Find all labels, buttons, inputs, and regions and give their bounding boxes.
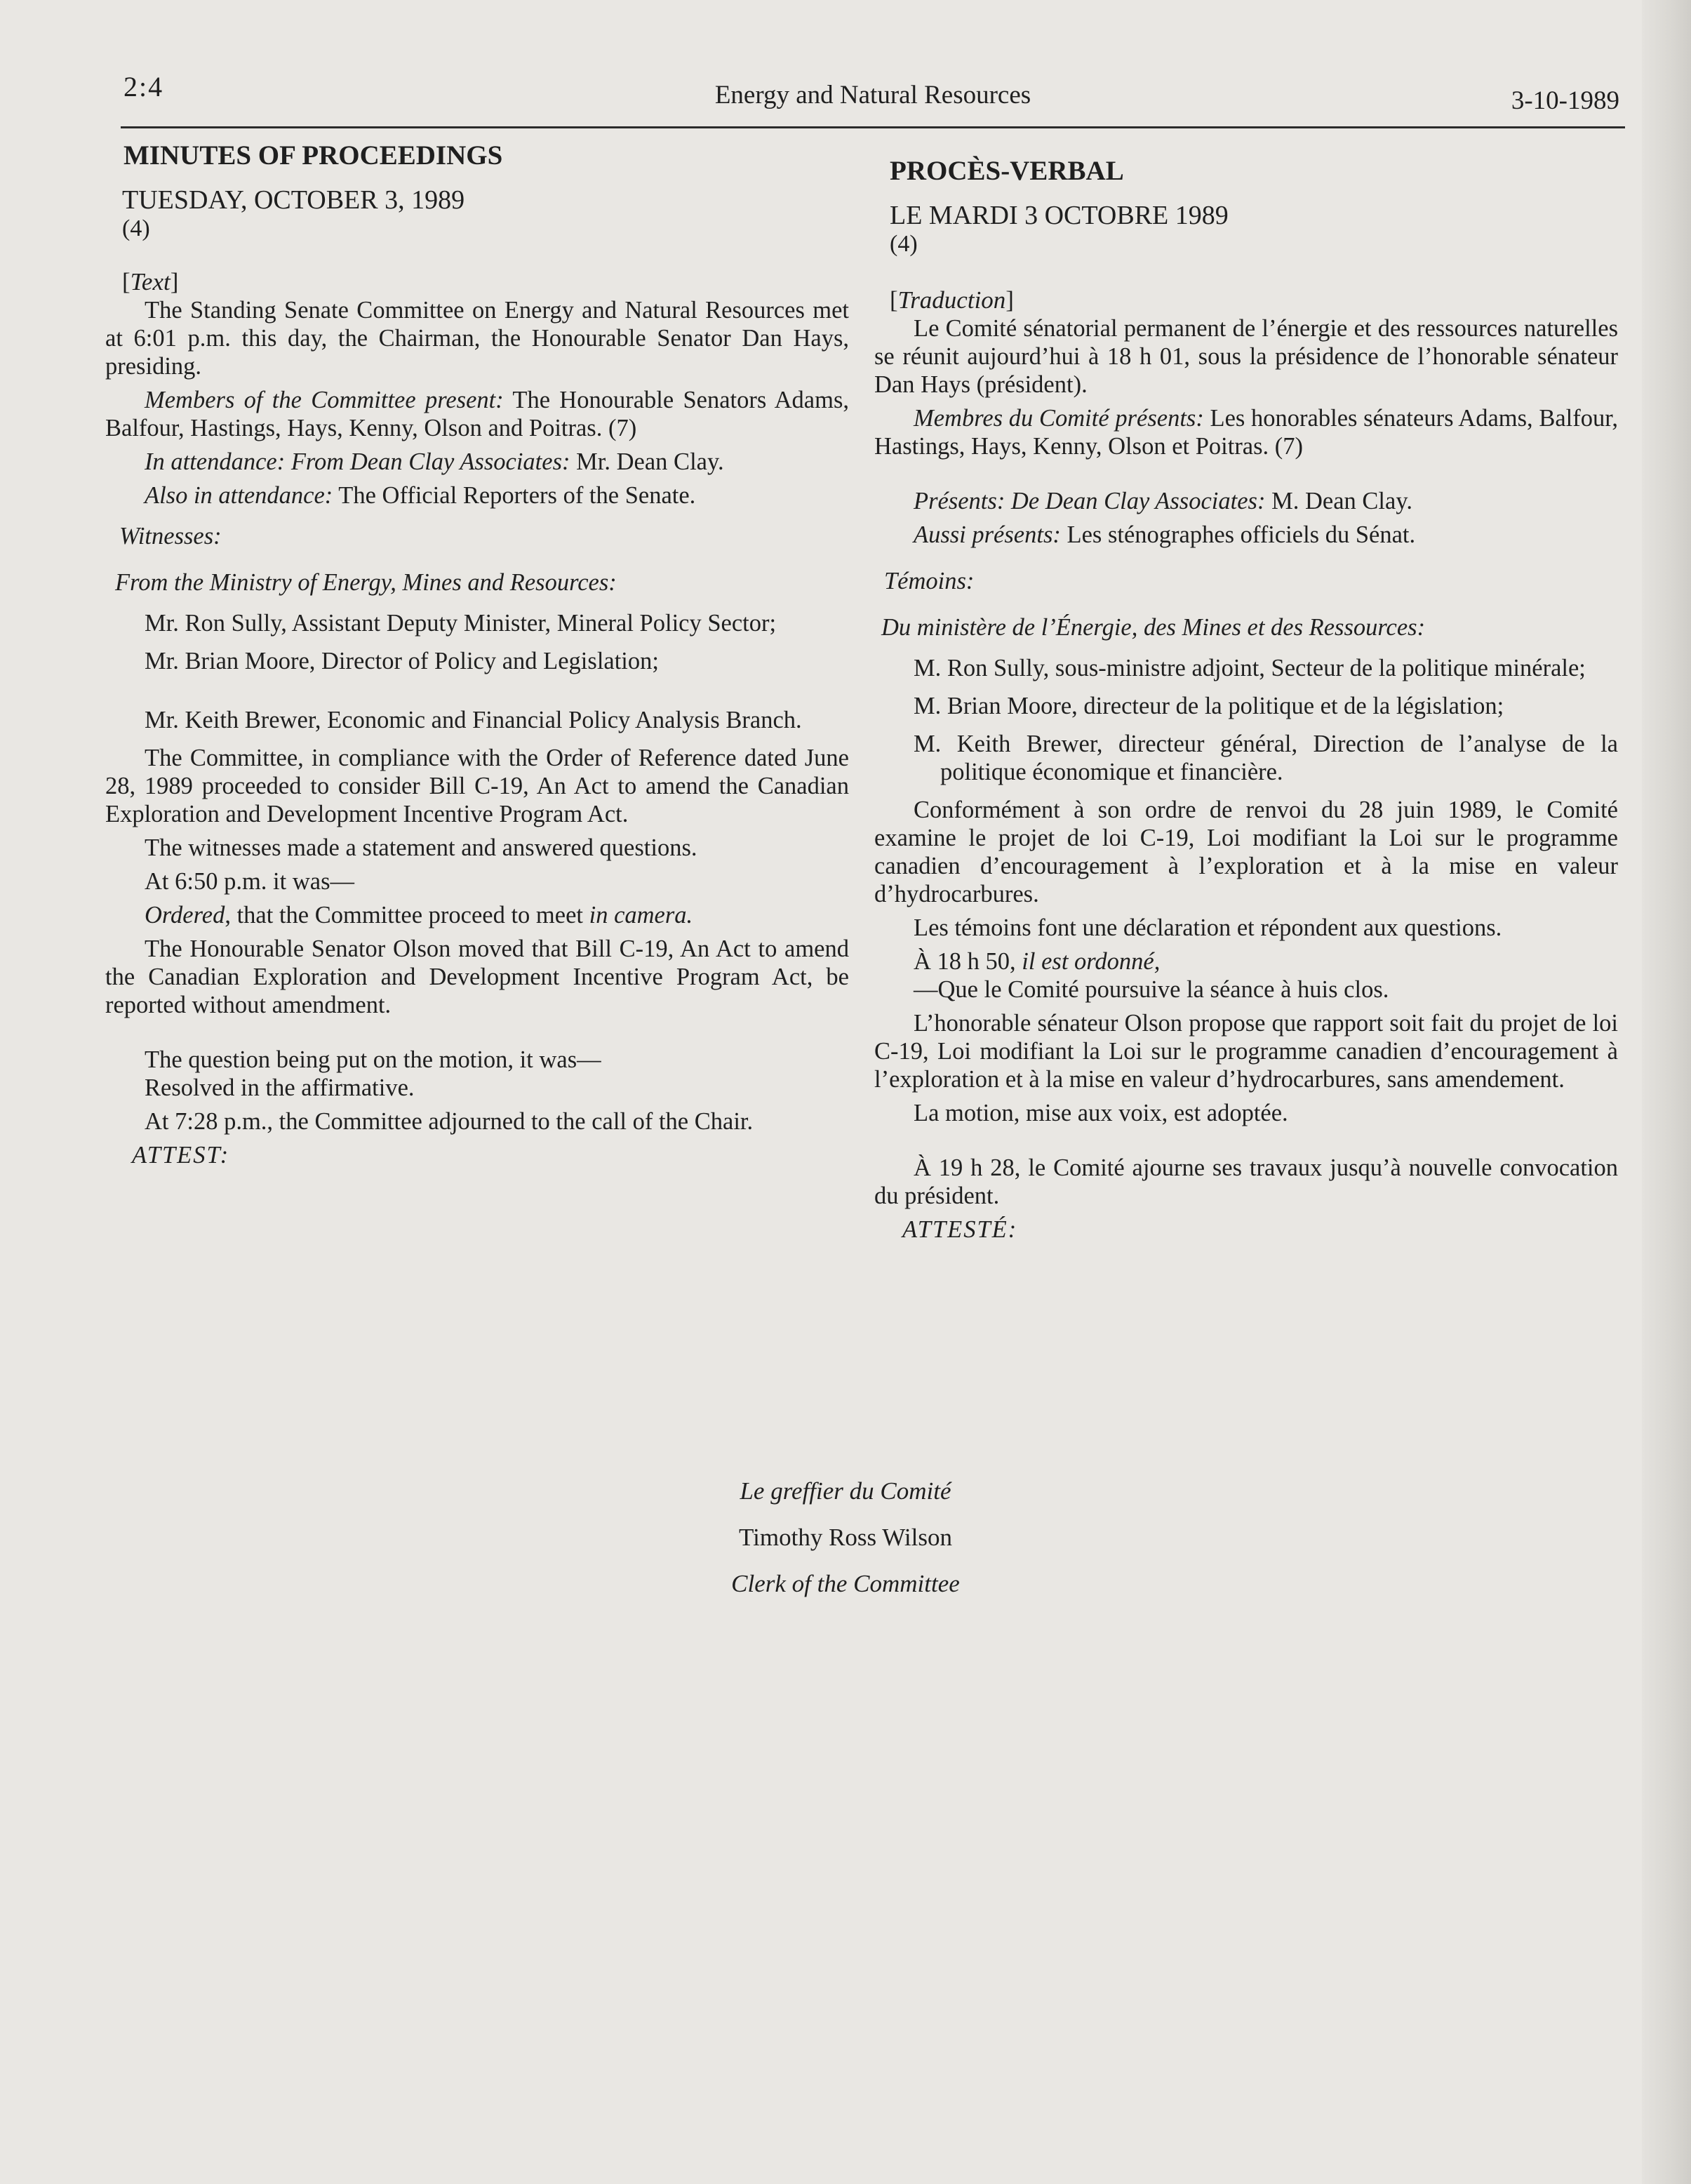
witnesses-label: Témoins: xyxy=(884,568,975,594)
witness-item: Mr. Brian Moore, Director of Policy and Legislation; xyxy=(145,648,659,674)
meeting-date: LE MARDI 3 OCTOBRE 1989 xyxy=(890,201,1229,230)
statement-paragraph: Les témoins font une déclaration et répondent aux questions. xyxy=(914,914,1502,941)
page-header xyxy=(121,70,1625,128)
text-marker: [Text] xyxy=(122,268,179,295)
ordered-paragraph: —Que le Comité poursuive la séance à huis clos. xyxy=(914,976,1389,1003)
time-paragraph: At 6:50 p.m. it was— xyxy=(145,868,354,895)
adopted-paragraph: La motion, mise aux voix, est adoptée. xyxy=(914,1100,1288,1126)
question-paragraph: The question being put on the motion, it was— xyxy=(145,1046,601,1073)
ordered-paragraph: Ordered, that the Committee proceed to meet in camera. xyxy=(145,902,693,928)
clerk-title-en: Clerk of the Committee xyxy=(731,1570,960,1597)
clerk-title-fr: Le greffier du Comité xyxy=(740,1477,951,1505)
opening-paragraph: The Standing Senate Committee on Energy and Natural Resources met at 6:01 p.m. this day, the Chairman, the Honourable Senator Dan Hays, presiding. xyxy=(105,297,849,380)
signature-block xyxy=(0,1468,1691,1607)
motion-paragraph: The Honourable Senator Olson moved that Bill C-19, An Act to amend the Canadian Exploration and Development Incentive Program Act, be reported without amendment. xyxy=(105,935,849,1018)
in-attendance: Présents: De Dean Clay Associates: M. Dean Clay. xyxy=(914,488,1412,514)
motion-paragraph: L’honorable sénateur Olson propose que rapport soit fait du projet de loi C-19, Loi modifiant la Loi sur le programme canadien d’encouragement à l’exploration et à la mise en valeur d’hydrocarbures, sans amendement. xyxy=(874,1010,1618,1093)
members-present: Membres du Comité présents: Les honorables sénateurs Adams, Balfour, Hastings, Hays, Kenny, Olson et Poitras. (7) xyxy=(874,405,1618,460)
ministry-label: Du ministère de l’Énergie, des Mines et des Ressources: xyxy=(881,614,1426,641)
translation-marker: [Traduction] xyxy=(890,286,1014,314)
witness-item: Mr. Ron Sully, Assistant Deputy Minister, Mineral Policy Sector; xyxy=(145,610,777,637)
meeting-date: TUESDAY, OCTOBER 3, 1989 xyxy=(122,185,465,215)
english-column xyxy=(105,140,849,1169)
opening-paragraph: Le Comité sénatorial permanent de l’énergie et des ressources naturelles se réunit aujourd’hui à 18 h 01, sous la présidence de l’honorable sénateur Dan Hays (président). xyxy=(874,315,1618,398)
section-heading: MINUTES OF PROCEEDINGS xyxy=(123,140,503,171)
meeting-number: (4) xyxy=(890,231,918,257)
witness-item: M. Brian Moore, directeur de la politique et de la législation; xyxy=(914,693,1504,719)
header-date: 3-10-1989 xyxy=(1511,86,1619,115)
adjourned-paragraph: À 19 h 28, le Comité ajourne ses travaux jusqu’à nouvelle convocation du président. xyxy=(874,1154,1618,1209)
meeting-number: (4) xyxy=(122,215,150,241)
attest-label: ATTESTÉ: xyxy=(902,1216,1018,1243)
witness-item: M. Ron Sully, sous-ministre adjoint, Secteur de la politique minérale; xyxy=(914,655,1586,681)
resolved-paragraph: Resolved in the affirmative. xyxy=(145,1074,415,1101)
order-of-reference: Conformément à son ordre de renvoi du 28 juin 1989, le Comité examine le projet de loi C-19, Loi modifiant la Loi sur le programme canadien d’encouragement à l’exploration et à la mise en valeur d’hydrocarbures. xyxy=(874,797,1618,907)
section-heading: PROCÈS-VERBAL xyxy=(890,156,1124,186)
ministry-label: From the Ministry of Energy, Mines and Resources: xyxy=(115,569,617,596)
also-in-attendance: Also in attendance: The Official Reporters of the Senate. xyxy=(145,482,696,509)
witness-item: Mr. Keith Brewer, Economic and Financial Policy Analysis Branch. xyxy=(145,707,802,733)
page-number: 2:4 xyxy=(123,71,164,102)
attest-label: ATTEST: xyxy=(132,1142,230,1168)
witness-item: M. Keith Brewer, directeur général, Direction de l’analyse de la politique économique et financière. xyxy=(914,731,1618,785)
witnesses-label: Witnesses: xyxy=(119,523,222,550)
statement-paragraph: The witnesses made a statement and answered questions. xyxy=(145,834,697,861)
page-edge xyxy=(1642,0,1691,2184)
adjourned-paragraph: At 7:28 p.m., the Committee adjourned to the call of the Chair. xyxy=(145,1108,754,1135)
time-paragraph: À 18 h 50, il est ordonné, xyxy=(914,948,1161,975)
in-attendance: In attendance: From Dean Clay Associates: Mr. Dean Clay. xyxy=(145,448,724,475)
order-of-reference: The Committee, in compliance with the Order of Reference dated June 28, 1989 proceeded to consider Bill C-19, An Act to amend the Canadian Exploration and Development Incentive Program Act. xyxy=(105,745,849,827)
running-title: Energy and Natural Resources xyxy=(714,81,1031,109)
members-present: Members of the Committee present: The Honourable Senators Adams, Balfour, Hastings, Hays, Kenny, Olson and Poitras. (7) xyxy=(105,387,850,441)
french-column xyxy=(874,156,1618,1244)
clerk-name: Timothy Ross Wilson xyxy=(739,1524,952,1551)
also-in-attendance: Aussi présents: Les sténographes officiels du Sénat. xyxy=(914,521,1416,548)
